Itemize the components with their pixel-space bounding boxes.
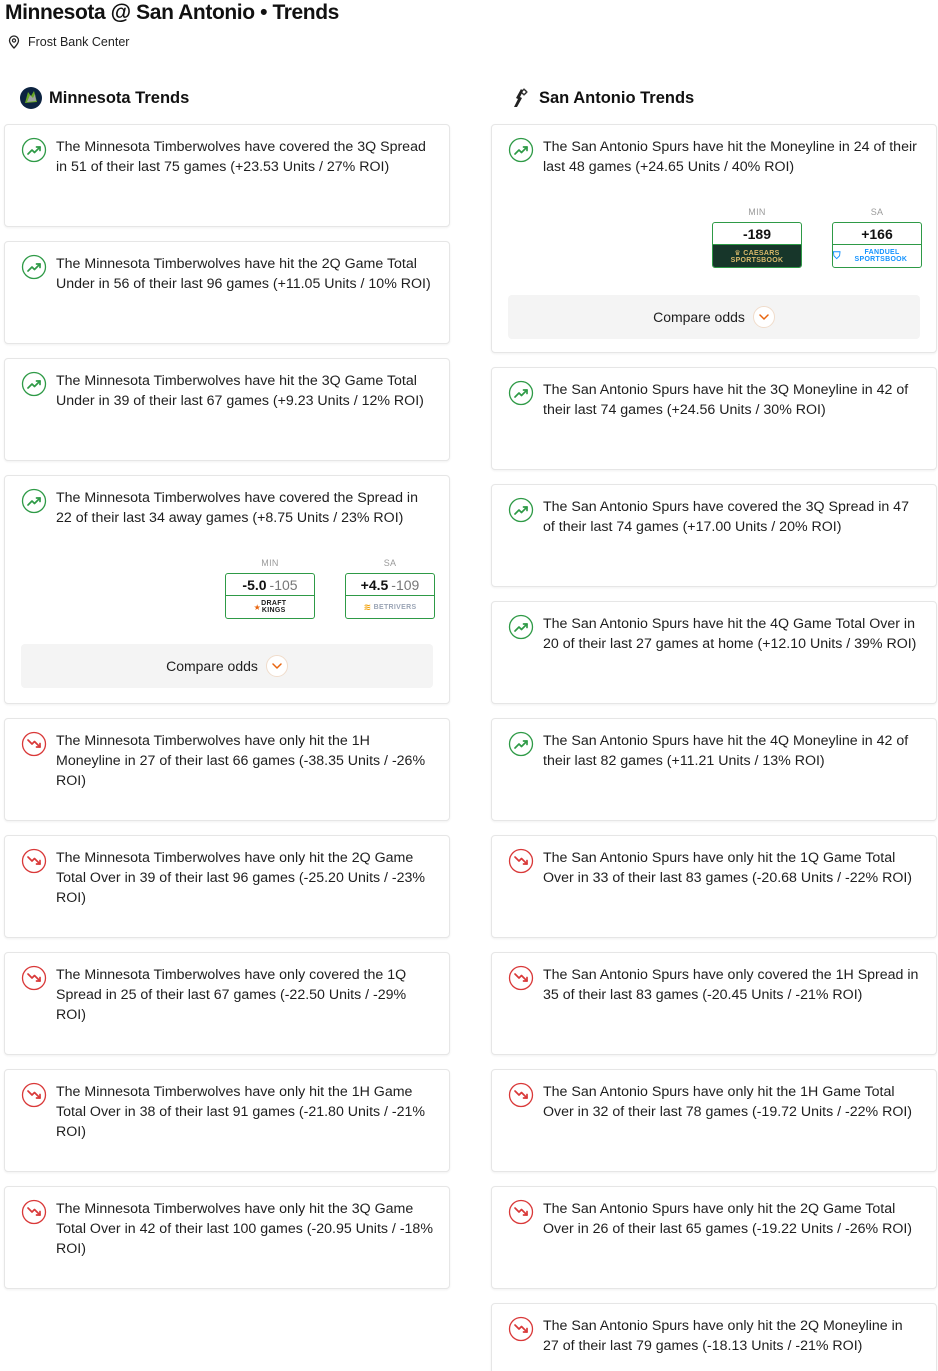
trend-card bbox=[491, 484, 937, 587]
trend-card bbox=[4, 718, 450, 821]
odds-value bbox=[833, 223, 921, 245]
trending-down-icon bbox=[508, 1316, 534, 1342]
trend-card bbox=[4, 124, 450, 227]
minnesota-trends-heading: Minnesota Trends bbox=[19, 86, 189, 110]
trending-down-icon bbox=[21, 965, 47, 991]
trend-text: The San Antonio Spurs have only hit the 1H Game Total Over in 32 of their last 78 games (-19.72 Units / -22% ROI) bbox=[543, 1084, 913, 1120]
trend-card bbox=[4, 952, 450, 1055]
trend-card bbox=[491, 367, 937, 470]
trend-card bbox=[4, 1186, 450, 1289]
odds-min bbox=[712, 205, 802, 268]
odds-min bbox=[225, 556, 315, 619]
trend-text: The Minnesota Timberwolves have only hit the 2Q Game Total Over in 39 of their last 96 games (-25.20 Units / -23% ROI) bbox=[56, 850, 426, 906]
chevron-down-icon bbox=[753, 306, 775, 328]
odds-line: -5.0 bbox=[242, 577, 267, 593]
trending-up-icon bbox=[21, 137, 47, 163]
trend-text: The Minnesota Timberwolves have covered the Spread in 22 of their last 34 away games (+8.75 Units / 23% ROI) bbox=[56, 490, 418, 526]
trend-card bbox=[491, 124, 937, 353]
odds-line: -189 bbox=[742, 226, 772, 242]
map-pin-icon bbox=[8, 35, 20, 49]
trend-text: The San Antonio Spurs have hit the 4Q Game Total Over in 20 of their last 27 games at home (+12.10 Units / 39% ROI) bbox=[543, 616, 917, 652]
trend-card bbox=[491, 952, 937, 1055]
compare-odds-label: Compare odds bbox=[166, 658, 258, 674]
trend-card bbox=[491, 1069, 937, 1172]
trending-up-icon bbox=[21, 371, 47, 397]
odds-team-label: MIN bbox=[748, 207, 766, 217]
odds-price: -105 bbox=[269, 577, 298, 593]
timberwolves-logo-icon bbox=[19, 86, 43, 110]
trend-text: The San Antonio Spurs have hit the 3Q Moneyline in 42 of their last 74 games (+24.56 Units / 30% ROI) bbox=[543, 382, 909, 418]
compare-odds-button[interactable] bbox=[508, 295, 920, 339]
trend-text: The Minnesota Timberwolves have only covered the 1Q Spread in 25 of their last 67 games (-22.50 Units / -29% ROI) bbox=[56, 967, 407, 1023]
odds-price: -109 bbox=[391, 577, 420, 593]
trend-text: The Minnesota Timberwolves have hit the 2Q Game Total Under in 56 of their last 96 games (+11.05 Units / 10% ROI) bbox=[56, 256, 431, 292]
trend-text: The San Antonio Spurs have hit the 4Q Moneyline in 42 of their last 82 games (+11.21 Units / 13% ROI) bbox=[543, 733, 909, 769]
trend-text: The San Antonio Spurs have only covered the 1H Spread in 35 of their last 83 games (-20.45 Units / -21% ROI) bbox=[543, 967, 919, 1003]
trend-card bbox=[491, 835, 937, 938]
trending-up-icon bbox=[508, 614, 534, 640]
venue bbox=[8, 35, 129, 49]
odds-value bbox=[226, 574, 314, 596]
odds-line: +4.5 bbox=[360, 577, 389, 593]
odds-button[interactable] bbox=[712, 222, 802, 268]
page-title: Minnesota @ San Antonio • Trends bbox=[5, 1, 339, 24]
trending-down-icon bbox=[21, 848, 47, 874]
trend-text: The Minnesota Timberwolves have only hit the 1H Game Total Over in 38 of their last 91 games (-21.80 Units / -21% ROI) bbox=[56, 1084, 426, 1140]
trending-down-icon bbox=[508, 1082, 534, 1108]
trending-down-icon bbox=[21, 731, 47, 757]
trend-card bbox=[4, 241, 450, 344]
trend-text: The San Antonio Spurs have only hit the 2Q Game Total Over in 26 of their last 65 games (-19.22 Units / -26% ROI) bbox=[543, 1201, 913, 1237]
trend-card bbox=[4, 475, 450, 704]
odds-button[interactable] bbox=[832, 222, 922, 268]
trending-up-icon bbox=[508, 137, 534, 163]
trending-down-icon bbox=[508, 1199, 534, 1225]
trend-text: The Minnesota Timberwolves have hit the 3Q Game Total Under in 39 of their last 67 games (+9.23 Units / 12% ROI) bbox=[56, 373, 424, 409]
odds-team-label: SA bbox=[870, 207, 884, 217]
san-antonio-trends-heading: San Antonio Trends bbox=[509, 86, 694, 110]
odds-button[interactable] bbox=[345, 573, 435, 619]
odds-sa bbox=[345, 556, 435, 619]
trend-text: The Minnesota Timberwolves have only hit the 1H Moneyline in 27 of their last 66 games (-38.35 Units / -26% ROI) bbox=[56, 733, 426, 789]
sportsbook-logo: ≋ BETRIVERS bbox=[363, 601, 417, 612]
odds-team-label: MIN bbox=[261, 558, 279, 568]
chevron-down-icon bbox=[266, 655, 288, 677]
trend-card bbox=[491, 1303, 937, 1371]
trending-up-icon bbox=[508, 731, 534, 757]
odds-line: +166 bbox=[861, 226, 893, 242]
trending-down-icon bbox=[508, 965, 534, 991]
trending-up-icon bbox=[508, 380, 534, 406]
venue-name: Frost Bank Center bbox=[28, 35, 130, 49]
odds-value bbox=[346, 574, 434, 596]
sportsbook-logo: ⛉ FANDUEL SPORTSBOOK bbox=[833, 249, 908, 263]
trending-down-icon bbox=[21, 1199, 47, 1225]
trending-up-icon bbox=[508, 497, 534, 523]
spurs-logo-icon bbox=[509, 86, 533, 110]
trend-text: The Minnesota Timberwolves have covered the 3Q Spread in 51 of their last 75 games (+23.53 Units / 27% ROI) bbox=[56, 139, 426, 175]
trend-card bbox=[4, 835, 450, 938]
odds-sa bbox=[832, 205, 922, 268]
trending-up-icon bbox=[21, 488, 47, 514]
trending-down-icon bbox=[508, 848, 534, 874]
trend-text: The San Antonio Spurs have only hit the 1Q Game Total Over in 33 of their last 83 games (-20.68 Units / -22% ROI) bbox=[543, 850, 913, 886]
trend-card bbox=[4, 1069, 450, 1172]
trending-up-icon bbox=[21, 254, 47, 280]
odds-button[interactable] bbox=[225, 573, 315, 619]
compare-odds-label: Compare odds bbox=[653, 309, 745, 325]
odds-value bbox=[713, 223, 801, 245]
trend-card bbox=[491, 718, 937, 821]
trend-text: The San Antonio Spurs have only hit the 2Q Moneyline in 27 of their last 79 games (-18.13 Units / -21% ROI) bbox=[543, 1318, 903, 1354]
sportsbook-logo: ♛ CAESARS SPORTSBOOK bbox=[713, 245, 801, 267]
trend-card bbox=[4, 358, 450, 461]
trend-card bbox=[491, 601, 937, 704]
trend-card bbox=[491, 1186, 937, 1289]
sportsbook-logo: ★ DRAFT KINGS bbox=[253, 600, 287, 614]
trend-text: The San Antonio Spurs have hit the Moneyline in 24 of their last 48 games (+24.65 Units / 40% ROI) bbox=[543, 139, 917, 175]
trend-text: The San Antonio Spurs have covered the 3Q Spread in 47 of their last 74 games (+17.00 Units / 20% ROI) bbox=[543, 499, 909, 535]
odds-team-label: SA bbox=[383, 558, 397, 568]
compare-odds-button[interactable] bbox=[21, 644, 433, 688]
trending-down-icon bbox=[21, 1082, 47, 1108]
trend-text: The Minnesota Timberwolves have only hit the 3Q Game Total Over in 42 of their last 100 games (-20.95 Units / -18% ROI) bbox=[56, 1201, 433, 1257]
